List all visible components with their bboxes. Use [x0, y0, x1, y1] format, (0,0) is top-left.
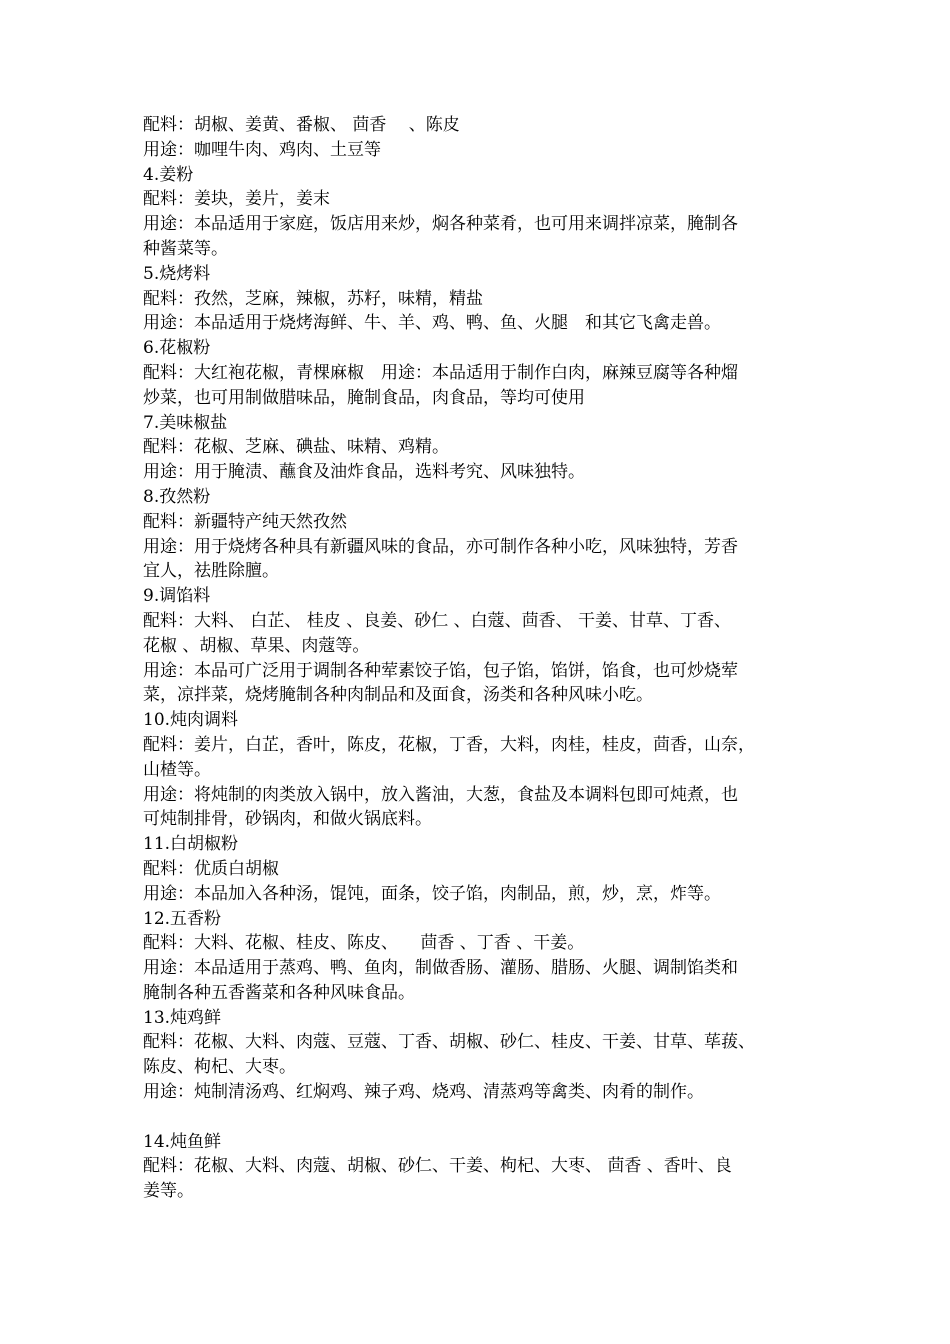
text-line: 配料：大料、花椒、桂皮、陈皮、 茴香 、丁香 、干姜。 [143, 933, 585, 954]
text-line: 用途：用于烧烤各种具有新疆风味的食品，亦可制作各种小吃，风味独特，芳香 [143, 536, 738, 557]
text-line: 用途：本品适用于烧烤海鲜、牛、羊、鸡、鸭、鱼、火腿 和其它飞禽走兽。 [143, 313, 721, 334]
text-line: 配料：优质白胡椒 [143, 858, 279, 879]
text-line: 配料：姜片，白芷，香叶，陈皮，花椒，丁香，大料，肉桂，桂皮，茴香，山奈， [143, 734, 755, 755]
document-body [143, 113, 813, 1204]
text-line: 6.花椒粉 [143, 338, 211, 359]
text-line: 配料：花椒、芝麻、碘盐、味精、鸡精。 [143, 437, 449, 458]
text-line: 12.五香粉 [143, 908, 222, 929]
text-line: 4.姜粉 [143, 164, 194, 185]
text-line: 配料：新疆特产纯天然孜然 [143, 511, 347, 532]
text-line: 陈皮、枸杞、大枣。 [143, 1057, 296, 1078]
text-line: 13.炖鸡鲜 [143, 1007, 222, 1028]
text-line: 用途：炖制清汤鸡、红焖鸡、辣子鸡、烧鸡、清蒸鸡等禽类、肉肴的制作。 [143, 1082, 704, 1103]
text-line: 配料：大红袍花椒，青棵麻椒 用途：本品适用于制作白肉，麻辣豆腐等各种熘 [143, 362, 738, 383]
text-line: 配料：花椒、大料、肉蔻、胡椒、砂仁、干姜、枸杞、大枣、 茴香 、香叶、良 [143, 1156, 732, 1177]
text-line: 8.孜然粉 [143, 486, 211, 507]
text-line: 9.调馅料 [143, 586, 211, 607]
text-line: 配料：花椒、大料、肉蔻、豆蔻、丁香、胡椒、砂仁、桂皮、干姜、甘草、荜菝、 [143, 1032, 755, 1053]
text-line: 5.烧烤料 [143, 263, 211, 284]
text-line: 种酱菜等。 [143, 238, 228, 259]
text-line: 14.炖鱼鲜 [143, 1131, 222, 1152]
text-line: 配料：姜块，姜片，姜末 [143, 189, 330, 210]
text-line: 配料：大料、 白芷、 桂皮 、良姜、砂仁 、白蔻、茴香、 干姜、甘草、丁香、 [143, 610, 732, 631]
text-line: 用途：本品可广泛用于调制各种荤素饺子馅，包子馅，馅饼，馅食，也可炒烧荤 [143, 660, 738, 681]
text-line: 菜，凉拌菜，烧烤腌制各种肉制品和及面食，汤类和各种风味小吃。 [143, 685, 653, 706]
text-line [143, 1105, 813, 1130]
text-line: 10.炖肉调料 [143, 710, 239, 731]
text-line: 配料：孜然，芝麻，辣椒，苏籽，味精，精盐 [143, 288, 483, 309]
text-line: 11.白胡椒粉 [143, 834, 239, 855]
text-line: 宜人，祛胜除膻。 [143, 561, 279, 582]
text-line: 用途：本品适用于蒸鸡、鸭、鱼肉，制做香肠、灌肠、腊肠、火腿、调制馅类和 [143, 958, 738, 979]
text-line: 姜等。 [143, 1181, 194, 1202]
text-line: 用途：咖哩牛肉、鸡肉、土豆等 [143, 139, 381, 160]
text-line: 用途：用于腌渍、蘸食及油炸食品，选料考究、风味独特。 [143, 462, 585, 483]
text-line: 可炖制排骨，砂锅肉，和做火锅底料。 [143, 809, 432, 830]
text-line: 7.美味椒盐 [143, 412, 228, 433]
text-line: 用途：本品加入各种汤，馄饨，面条，饺子馅，肉制品，煎，炒，烹，炸等。 [143, 883, 721, 904]
text-line: 炒菜，也可用制做腊味品，腌制食品，肉食品，等均可使用 [143, 387, 585, 408]
text-line: 花椒 、胡椒、草果、肉蔻等。 [143, 635, 370, 656]
text-line: 用途：本品适用于家庭，饭店用来炒，焖各种菜肴，也可用来调拌凉菜，腌制各 [143, 214, 738, 235]
text-line: 山楂等。 [143, 759, 211, 780]
text-line: 腌制各种五香酱菜和各种风味食品。 [143, 982, 415, 1003]
text-line: 配料：胡椒、姜黄、番椒、 茴香 、陈皮 [143, 115, 460, 135]
text-line: 用途：将炖制的肉类放入锅中，放入酱油，大葱，食盐及本调料包即可炖煮，也 [143, 784, 738, 805]
